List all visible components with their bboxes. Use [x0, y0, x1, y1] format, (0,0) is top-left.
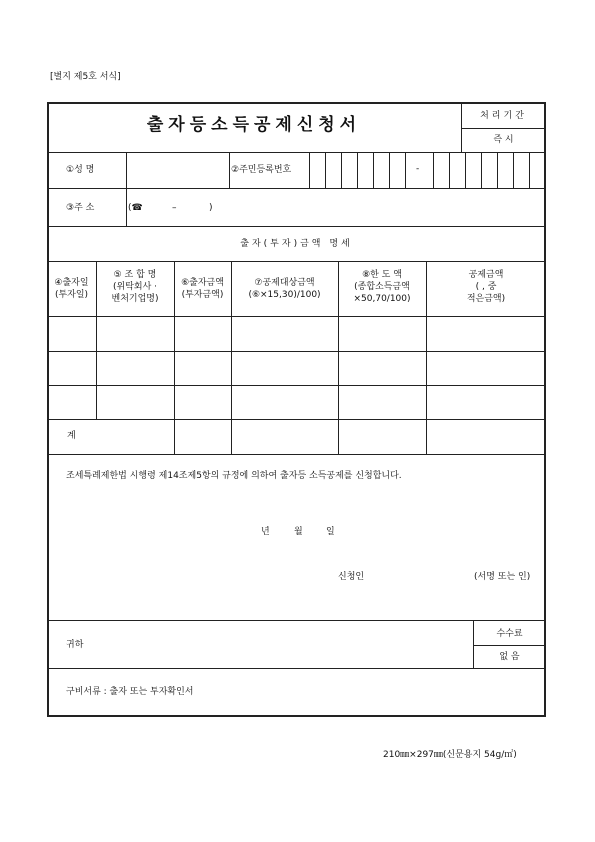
applicant-label: 신청인	[338, 572, 365, 582]
divider-line	[529, 152, 530, 188]
divider-line	[47, 351, 546, 352]
divider-line	[47, 454, 546, 455]
column-header-investment-amount: ⑥출자금액 (투자금액)	[181, 278, 224, 300]
divider-line	[47, 620, 546, 621]
date-day-label: 일	[326, 527, 335, 537]
column-header-association-name: ⑤ 조 합 명 (위탁회사 · 벤처기업명)	[111, 270, 159, 304]
divider-line	[357, 152, 358, 188]
fee-value: 없 음	[499, 652, 520, 662]
divider-line	[325, 152, 326, 188]
column-header-deduction-amount: 공제금액 ( , 중 적은금액)	[466, 270, 506, 304]
name-label: ①성 명	[66, 165, 95, 175]
divider-line	[497, 152, 498, 188]
divider-line	[465, 152, 466, 188]
declaration-text: 조세특례제한법 시행령 제14조제5항의 규정에 의하여 출자등 소득공제를 신청합니다.	[66, 471, 402, 481]
form-number-label: [별지 제5호 서식]	[50, 72, 121, 82]
divider-line	[126, 152, 127, 226]
divider-line	[47, 419, 546, 420]
divider-line	[481, 152, 482, 188]
divider-line	[449, 152, 450, 188]
divider-line	[47, 226, 546, 227]
divider-line	[473, 645, 546, 646]
divider-line	[341, 152, 342, 188]
divider-line	[405, 152, 406, 188]
phone-open: (☎	[128, 203, 143, 213]
column-header-deductible-amount: ⑦공제대상금액 (⑥×15,30)/100)	[248, 278, 321, 300]
detail-section-title: 출자(투자)금액 명세	[240, 239, 353, 249]
divider-line	[389, 152, 390, 188]
divider-line	[309, 152, 310, 188]
divider-line	[229, 152, 230, 188]
form-title: 출자등소득공제신청서	[146, 115, 362, 135]
divider-line	[433, 152, 434, 188]
phone-close: )	[209, 203, 213, 213]
processing-period-label: 처리기간	[480, 111, 527, 121]
divider-line	[373, 152, 374, 188]
column-header-limit-amount: ⑧한 도 액 (종합소득금액 ×50,70/100)	[353, 270, 411, 304]
application-form	[47, 102, 546, 717]
divider-line	[47, 188, 546, 189]
divider-line	[47, 152, 546, 153]
divider-line	[47, 316, 546, 317]
attachments-note: 구비서류 : 출자 또는 투자확인서	[66, 687, 194, 697]
date-month-label: 월	[294, 527, 303, 537]
fee-label: 수수료	[496, 629, 523, 639]
divider-line	[47, 668, 546, 669]
signature-note: (서명 또는 인)	[474, 572, 531, 582]
paper-spec-footer: 210㎜×297㎜(신문용지 54g/㎡)	[383, 750, 517, 760]
divider-line	[47, 385, 546, 386]
divider-line	[513, 152, 514, 188]
address-label: ③주 소	[66, 203, 95, 213]
column-header-investment-date: ④출자일 (투자일)	[54, 278, 89, 300]
date-year-label: 년	[261, 527, 270, 537]
phone-dash: –	[172, 203, 177, 213]
divider-line	[461, 128, 546, 129]
recipient-label: 귀하	[66, 640, 84, 650]
processing-period-value: 즉 시	[493, 135, 514, 145]
divider-line	[47, 261, 546, 262]
rrn-dash: -	[416, 164, 420, 174]
total-row-label: 계	[67, 431, 76, 441]
rrn-label: ②주민등록번호	[231, 165, 292, 175]
